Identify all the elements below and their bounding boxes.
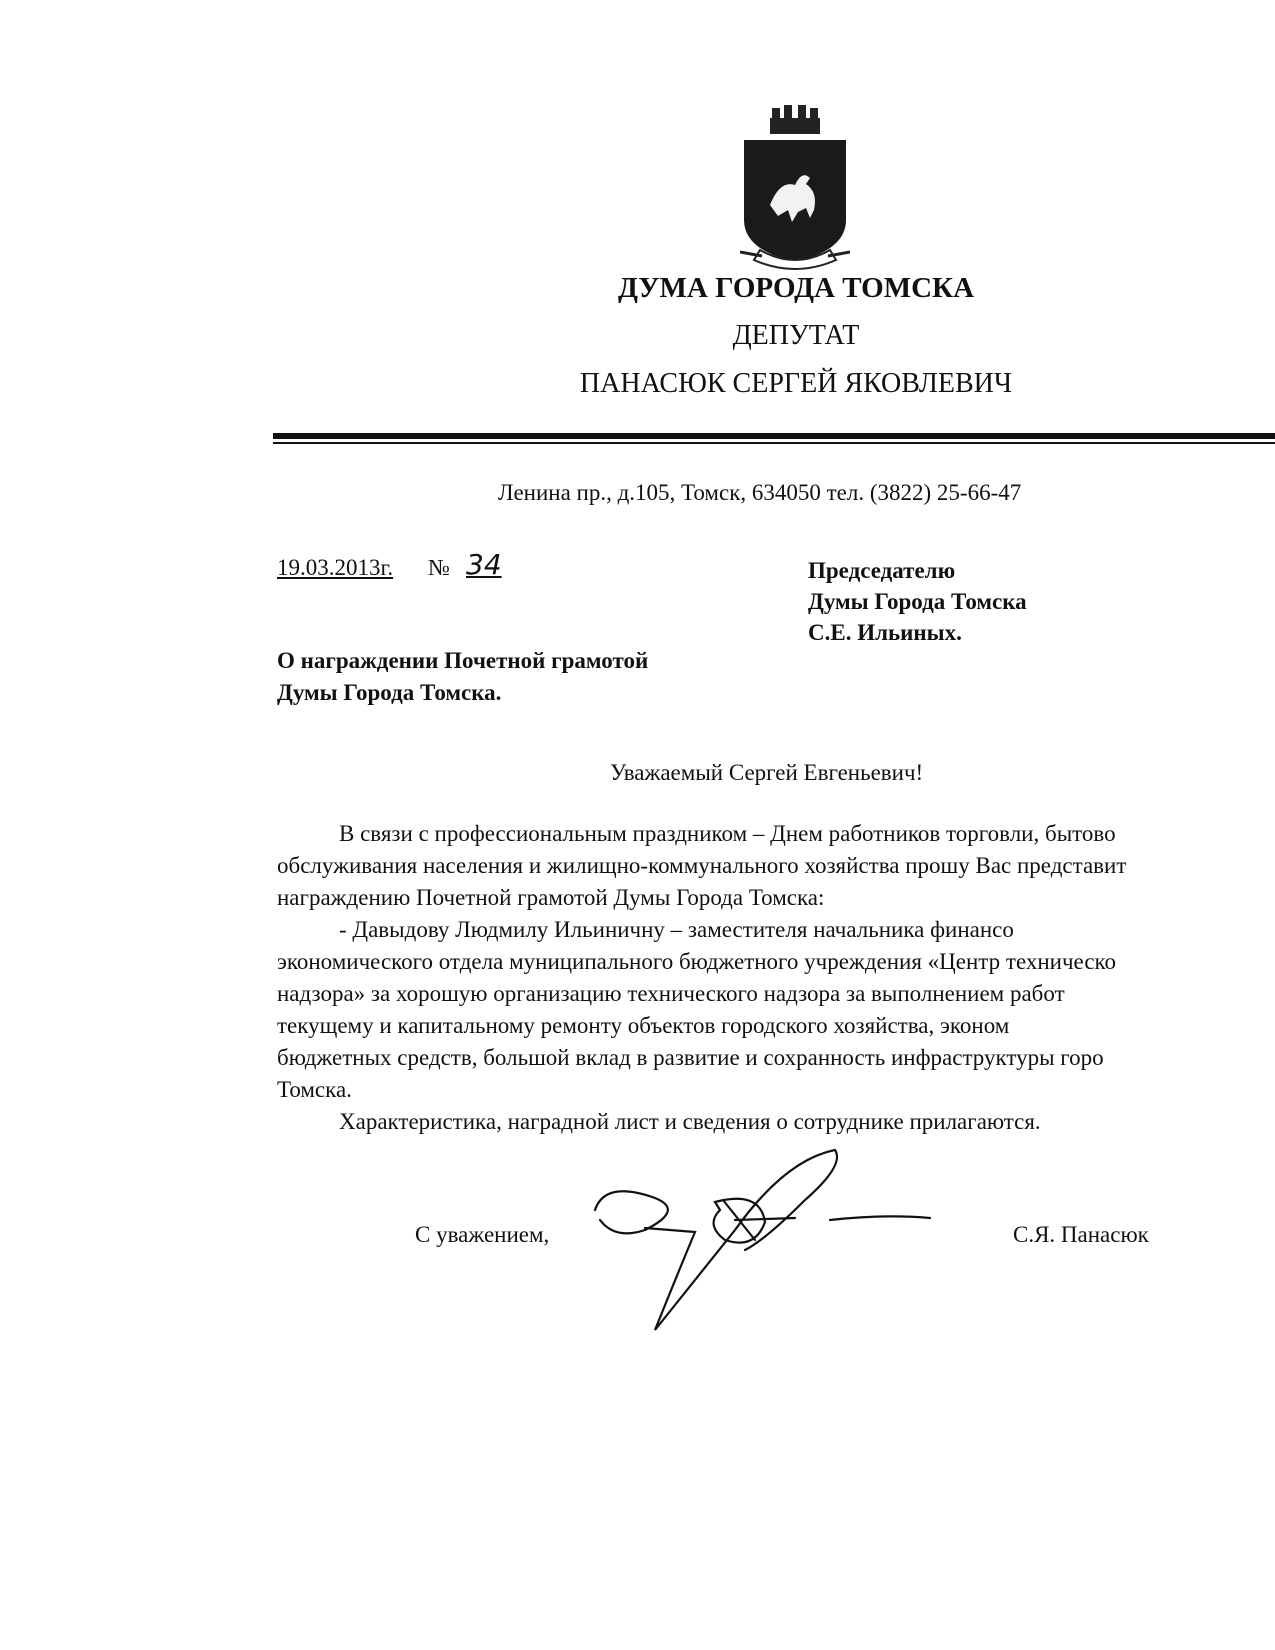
- body-line: надзора» за хорошую организацию технического надзора за выполнением работ: [277, 981, 1065, 1006]
- letter-body: [277, 818, 1275, 1138]
- body-line: экономического отдела муниципального бюджетного учреждения «Центр техническо: [277, 949, 1117, 974]
- signer-name: С.Я. Панасюк: [1013, 1222, 1149, 1247]
- body-line: бюджетных средств, большой вклад в развитие и сохранность инфраструктуры горо: [277, 1045, 1104, 1070]
- body-line: обслуживания населения и жилищно-коммунального хозяйства прошу Вас представит: [277, 853, 1127, 878]
- body-line: текущему и капитальному ремонту объектов городского хозяйства, эконом: [277, 1013, 1010, 1038]
- addressee-block: [808, 555, 1027, 648]
- role-title: ДЕПУТАТ: [732, 320, 860, 351]
- deputy-name: ПАНАСЮК СЕРГЕЙ ЯКОВЛЕВИЧ: [579, 368, 1013, 399]
- body-line: награждению Почетной грамотой Думы Города Томска:: [277, 885, 825, 910]
- addressee-line: С.Е. Ильиных.: [808, 620, 962, 645]
- coat-of-arms-emblem: [740, 100, 850, 270]
- addressee-line: Председателю: [808, 558, 956, 583]
- body-line: Томска.: [277, 1077, 352, 1102]
- letter-number-label: №: [428, 555, 450, 580]
- subject-line: О награждении Почетной грамотой: [277, 648, 649, 673]
- subject-block: [277, 645, 648, 709]
- header-divider-thick: [273, 433, 1275, 439]
- body-line: Характеристика, наградной лист и сведения о сотруднике прилагаются.: [339, 1109, 1041, 1134]
- greeting: Уважаемый Сергей Евгеньевич!: [610, 760, 924, 785]
- addressee-line: Думы Города Томска: [808, 589, 1027, 614]
- body-line: В связи с профессиональным праздником – Днем работников торговли, бытово: [339, 821, 1116, 846]
- subject-line: Думы Города Томска.: [277, 680, 502, 705]
- handwritten-signature: [585, 1140, 995, 1340]
- letter-number: 34: [466, 548, 502, 581]
- letter-date: 19.03.2013г.: [277, 555, 394, 580]
- body-line: - Давыдову Людмилу Ильиничну – заместителя начальника финансо: [339, 917, 1014, 942]
- header-divider-thin: [273, 442, 1275, 444]
- organization-title: ДУМА ГОРОДА ТОМСКА: [617, 272, 975, 304]
- address-line: Ленина пр., д.105, Томск, 634050 тел. (3822) 25-66-47: [498, 480, 1022, 505]
- closing-phrase: С уважением,: [415, 1222, 550, 1247]
